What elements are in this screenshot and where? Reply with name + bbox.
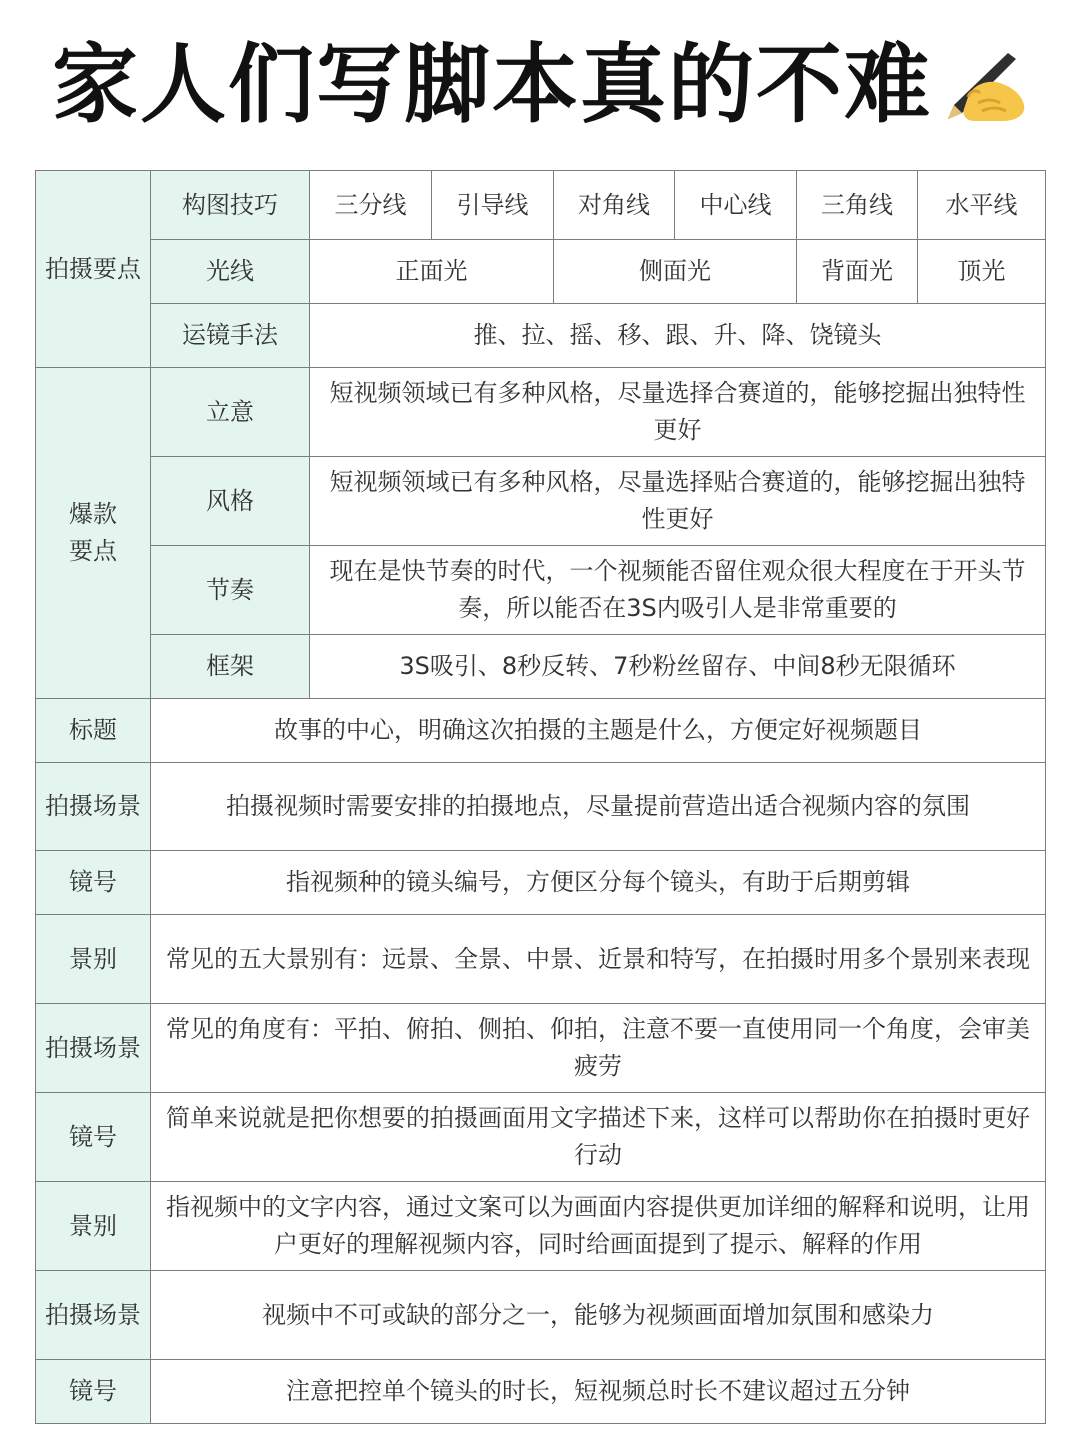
table-row <box>36 1093 1046 1182</box>
row-label: 标题 <box>36 699 151 763</box>
row-label: 镜号 <box>36 1360 151 1424</box>
table-row <box>36 699 1046 763</box>
lighting-item: 正面光 <box>310 240 554 304</box>
lighting-item: 背面光 <box>797 240 918 304</box>
category-label-line: 爆款 <box>69 500 117 528</box>
composition-item: 引导线 <box>432 171 554 240</box>
table-row <box>36 546 1046 635</box>
row-value: 3S吸引、8秒反转、7秒粉丝留存、中间8秒无限循环 <box>310 635 1046 699</box>
row-value: 视频中不可或缺的部分之一，能够为视频画面增加氛围和感染力 <box>151 1271 1046 1360</box>
row-label: 风格 <box>151 457 310 546</box>
row-label: 景别 <box>36 1182 151 1271</box>
lighting-item: 侧面光 <box>554 240 797 304</box>
row-label: 景别 <box>36 915 151 1004</box>
table-row <box>36 240 1046 304</box>
row-label: 拍摄场景 <box>36 763 151 851</box>
row-value: 拍摄视频时需要安排的拍摄地点，尽量提前营造出适合视频内容的氛围 <box>151 763 1046 851</box>
table-row <box>36 171 1046 240</box>
row-value: 常见的角度有：平拍、俯拍、侧拍、仰拍，注意不要一直使用同一个角度，会审美疲劳 <box>151 1004 1046 1093</box>
row-label-lighting: 光线 <box>151 240 310 304</box>
table-row <box>36 457 1046 546</box>
row-value: 常见的五大景别有：远景、全景、中景、近景和特写，在拍摄时用多个景别来表现 <box>151 915 1046 1004</box>
row-label-composition: 构图技巧 <box>151 171 310 240</box>
row-label: 拍摄场景 <box>36 1004 151 1093</box>
camera-moves-value: 推、拉、摇、移、跟、升、降、饶镜头 <box>310 304 1046 368</box>
title-bar <box>0 0 1080 170</box>
table-row <box>36 1004 1046 1093</box>
script-table <box>35 170 1046 1424</box>
table-row <box>36 635 1046 699</box>
category-label-line: 要点 <box>69 537 117 565</box>
row-label: 框架 <box>151 635 310 699</box>
row-value: 故事的中心，明确这次拍摄的主题是什么，方便定好视频题目 <box>151 699 1046 763</box>
table-row <box>36 1271 1046 1360</box>
row-label: 节奏 <box>151 546 310 635</box>
table-row <box>36 1182 1046 1271</box>
row-label: 立意 <box>151 368 310 457</box>
page-title: 家人们写脚本真的不难 <box>52 35 932 135</box>
composition-item: 对角线 <box>554 171 675 240</box>
composition-item: 三角线 <box>797 171 918 240</box>
composition-item: 水平线 <box>918 171 1046 240</box>
row-value: 指视频中的文字内容，通过文案可以为画面内容提供更加详细的解释和说明，让用户更好的理解视频内容，同时给画面提到了提示、解释的作用 <box>151 1182 1046 1271</box>
table-row <box>36 368 1046 457</box>
row-label-camera-moves: 运镜手法 <box>151 304 310 368</box>
table-row <box>36 915 1046 1004</box>
row-label: 镜号 <box>36 1093 151 1182</box>
table-row <box>36 304 1046 368</box>
writing-hand-icon <box>938 45 1028 125</box>
table-row <box>36 851 1046 915</box>
row-label: 镜号 <box>36 851 151 915</box>
row-value: 短视频领域已有多种风格，尽量选择合赛道的，能够挖掘出独特性更好 <box>310 368 1046 457</box>
category-viral-points <box>36 368 151 699</box>
row-value: 指视频种的镜头编号，方便区分每个镜头，有助于后期剪辑 <box>151 851 1046 915</box>
row-value: 现在是快节奏的时代，一个视频能否留住观众很大程度在于开头节奏，所以能否在3S内吸引人是非常重要的 <box>310 546 1046 635</box>
category-shooting-points: 拍摄要点 <box>36 171 151 368</box>
table-row <box>36 1360 1046 1424</box>
row-label: 拍摄场景 <box>36 1271 151 1360</box>
lighting-item: 顶光 <box>918 240 1046 304</box>
row-value: 短视频领域已有多种风格，尽量选择贴合赛道的，能够挖掘出独特性更好 <box>310 457 1046 546</box>
composition-item: 中心线 <box>675 171 797 240</box>
composition-item: 三分线 <box>310 171 432 240</box>
row-value: 简单来说就是把你想要的拍摄画面用文字描述下来，这样可以帮助你在拍摄时更好行动 <box>151 1093 1046 1182</box>
row-value: 注意把控单个镜头的时长，短视频总时长不建议超过五分钟 <box>151 1360 1046 1424</box>
table-row <box>36 763 1046 851</box>
